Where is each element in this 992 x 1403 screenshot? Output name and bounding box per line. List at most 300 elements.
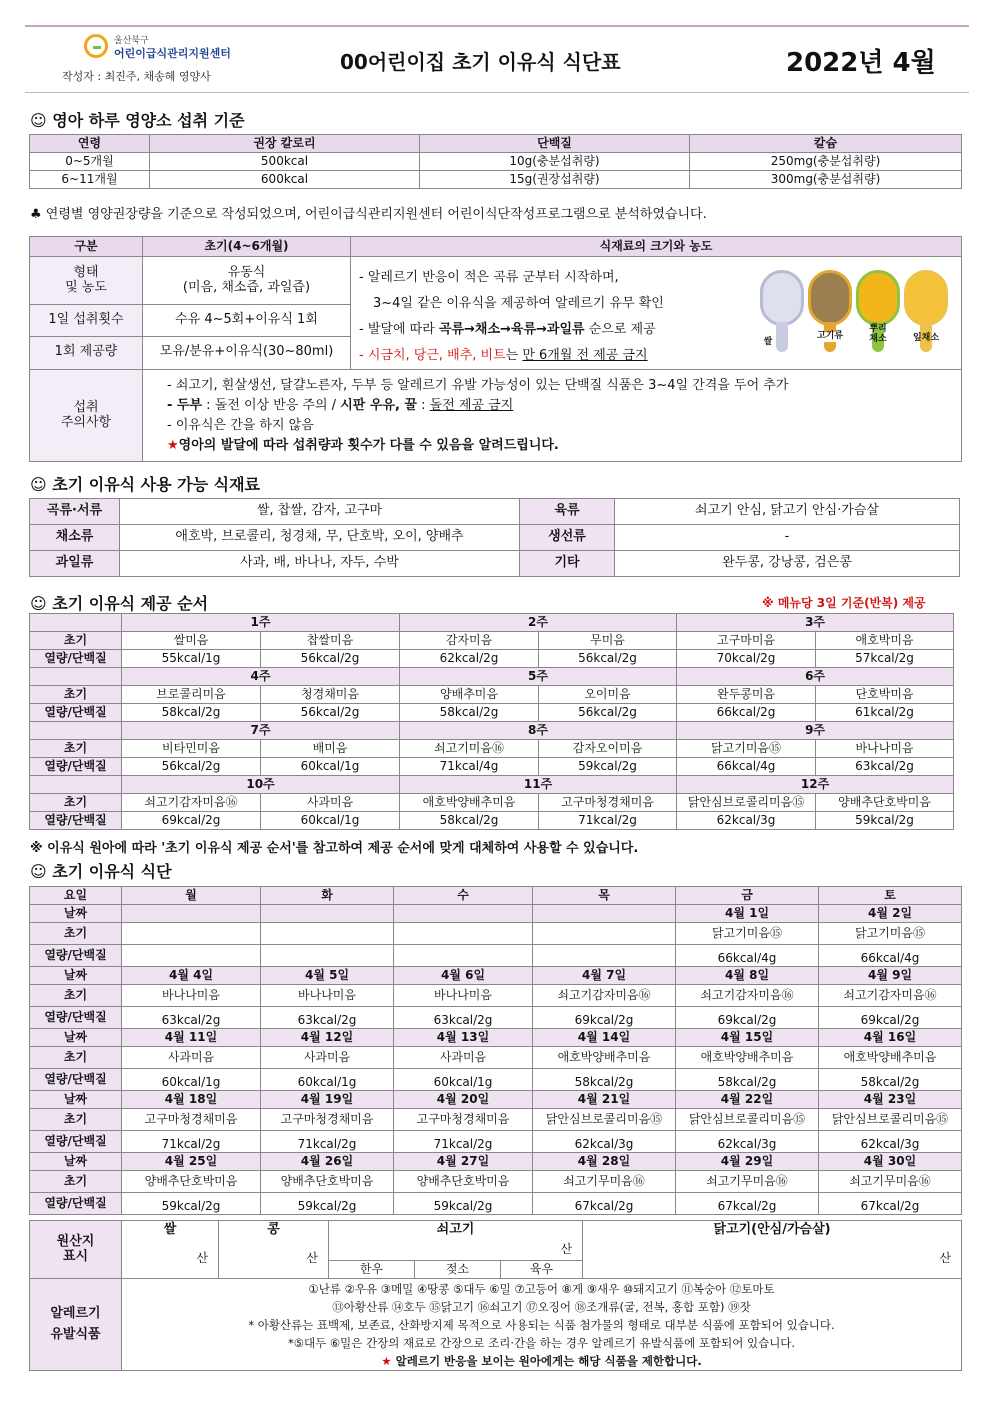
nutrition-table [29, 134, 962, 189]
date-cell: 4월 30일 [819, 1153, 962, 1171]
order-note: ※ 메뉴당 3일 기준(반복) 제공 [762, 596, 926, 610]
order-kcal-cell: 58kcal/2g [400, 704, 539, 722]
beef-type-beef-cattle: 육우 [501, 1261, 583, 1279]
food-guide-line: - 알레르기 반응이 적은 곡류 군부터 시작하며, [359, 270, 619, 285]
day-header: 수 [394, 887, 533, 905]
row-label: 날짜 [30, 905, 122, 923]
category-foods: 쌀, 찹쌀, 감자, 고구마 [120, 499, 520, 525]
section-title-available: ☺ 초기 이유식 사용 가능 식재료 [30, 475, 261, 494]
kcal-cell: 59kcal/2g [394, 1193, 533, 1215]
menu-cell: 쇠고기감자미음⑯ [819, 985, 962, 1007]
date-cell: 4월 25일 [122, 1153, 261, 1171]
header-divider [25, 92, 969, 93]
order-menu-cell: 찹쌀미음 [261, 632, 400, 650]
order-kcal-cell: 59kcal/2g [539, 758, 677, 776]
nutrition-cell: 250mg(충분섭취량) [690, 153, 962, 171]
menu-cell: 애호박양배추미음 [533, 1047, 676, 1069]
logo-subtitle: 울산북구 [114, 36, 149, 46]
allergy-label: 알레르기 유발식품 [30, 1279, 122, 1371]
food-order-text: 곡류→채소→육류→과일류 [438, 322, 585, 337]
origin-label: 원산지 표시 [30, 1221, 122, 1279]
caution-forbidden: 돌전 제공 금지 [429, 397, 514, 413]
caution-line: - 이유식은 간을 하지 않음 [167, 417, 314, 433]
menu-cell [533, 923, 676, 945]
date-cell: 4월 1일 [676, 905, 819, 923]
table-row [30, 171, 962, 189]
spoon-illustration [760, 270, 950, 360]
kcal-cell: 67kcal/2g [533, 1193, 676, 1215]
row-label: 초기 [30, 1047, 122, 1069]
table-row [30, 525, 960, 551]
order-menu-cell: 쇠고기감자미음⑯ [122, 794, 261, 812]
date-cell: 4월 21일 [533, 1091, 676, 1109]
order-kcal-cell: 56kcal/2g [261, 704, 400, 722]
date-cell: 4월 28일 [533, 1153, 676, 1171]
order-menu-cell: 고구마미음 [677, 632, 816, 650]
spoon-label: 잎채소 [912, 333, 940, 343]
page-date: 2022년 4월 [786, 48, 936, 78]
kcal-cell: 71kcal/2g [122, 1131, 261, 1153]
order-menu-cell: 애호박양배추미음 [400, 794, 539, 812]
menu-cell: 닭안심브로콜리미음⑮ [676, 1109, 819, 1131]
kcal-cell: 59kcal/2g [261, 1193, 394, 1215]
nutrition-cell: 0~5개월 [30, 153, 150, 171]
week-header: 10주 [122, 776, 400, 794]
menu-cell: 양배추단호박미음 [122, 1171, 261, 1193]
kcal-cell: 62kcal/3g [676, 1131, 819, 1153]
menu-cell: 닭고기미음⑮ [676, 923, 819, 945]
menu-cell: 고구마청경채미음 [261, 1109, 394, 1131]
nutrition-cell: 600kcal [150, 171, 420, 189]
food-guide-line: 3~4일 같은 이유식을 제공하여 알레르기 유무 확인 [373, 296, 664, 311]
date-cell: 4월 7일 [533, 967, 676, 985]
week-header: 3주 [677, 614, 954, 632]
caution-text: : 돌전 이상 반응 주의 / [202, 397, 341, 413]
row-label: 열량/단백질 [30, 945, 122, 967]
author: 작성자 : 최진주, 채송혜 영양사 [62, 70, 211, 83]
nutrition-header: 권장 칼로리 [150, 135, 420, 153]
order-menu-cell: 브로콜리미음 [122, 686, 261, 704]
week-header: 6주 [677, 668, 954, 686]
kcal-cell: 71kcal/2g [394, 1131, 533, 1153]
allergy-line: * 아황산류는 표백제, 보존료, 산화방지제 목적으로 사용되는 식품 첨가물의 형태로 대부분 식품에 포함되어 있습니다. [248, 1317, 835, 1332]
caution-tofu: - 두부 [167, 397, 203, 413]
order-menu-cell: 양배추단호박미음 [816, 794, 954, 812]
order-menu-cell: 바나나미음 [816, 740, 954, 758]
order-footnote: ※ 이유식 원아에 따라 '초기 이유식 제공 순서'를 참고하여 제공 순서에 맞게 대체하여 사용할 수 있습니다. [30, 841, 639, 856]
section-title-nutrition: ☺ 영아 하루 영양소 섭취 기준 [30, 111, 245, 130]
form-value: 유동식 (미음, 채소즙, 과일즙) [143, 257, 351, 305]
category-foods: 쇠고기 안심, 닭고기 안심·가슴살 [615, 499, 960, 525]
allergy-content [122, 1279, 962, 1371]
category-label: 채소류 [30, 525, 120, 551]
kcal-cell: 66kcal/4g [819, 945, 962, 967]
nutrition-header: 연령 [30, 135, 150, 153]
date-cell: 4월 15일 [676, 1029, 819, 1047]
week-header: 5주 [400, 668, 677, 686]
order-menu-cell: 완두콩미음 [677, 686, 816, 704]
day-header: 금 [676, 887, 819, 905]
origin-bean-label: 콩 [219, 1221, 329, 1241]
food-guide-text: 순으로 제공 [584, 322, 656, 337]
row-label: 날짜 [30, 1091, 122, 1109]
nutrition-cell: 10g(충분섭취량) [420, 153, 690, 171]
table-row [30, 923, 962, 945]
order-menu-cell: 쌀미음 [122, 632, 261, 650]
date-cell: 4월 16일 [819, 1029, 962, 1047]
spoon-label: 고기류 [808, 332, 852, 342]
row-label-kcal: 열량/단백질 [30, 812, 122, 830]
stage-header-category: 구분 [30, 237, 143, 257]
kcal-cell: 60kcal/1g [122, 1069, 261, 1091]
menu-cell: 바나나미음 [394, 985, 533, 1007]
table-row [30, 704, 954, 722]
row-label: 날짜 [30, 967, 122, 985]
caution-line [167, 396, 959, 416]
row-label: 열량/단백질 [30, 1193, 122, 1215]
table-row [30, 794, 954, 812]
row-label-menu: 초기 [30, 686, 122, 704]
caution-content [143, 370, 962, 462]
kcal-cell: 67kcal/2g [819, 1193, 962, 1215]
day-header: 화 [261, 887, 394, 905]
order-kcal-cell: 63kcal/2g [816, 758, 954, 776]
row-label-menu: 초기 [30, 794, 122, 812]
table-row [30, 812, 954, 830]
nutrition-cell: 15g(권장섭취량) [420, 171, 690, 189]
order-kcal-cell: 55kcal/1g [122, 650, 261, 668]
allergy-warning: 알레르기 반응을 보이는 원아에게는 해당 식품을 제한합니다. [391, 1353, 702, 1368]
food-guide-text: 는 [505, 348, 523, 363]
origin-chicken-san: 산 [583, 1241, 962, 1279]
category-foods: 사과, 배, 바나나, 자두, 수박 [120, 551, 520, 577]
week-corner [30, 668, 122, 686]
category-label: 생선류 [520, 525, 615, 551]
row-label-kcal: 열량/단백질 [30, 758, 122, 776]
week-corner [30, 776, 122, 794]
week-corner [30, 614, 122, 632]
nutrition-cell: 6~11개월 [30, 171, 150, 189]
date-cell [122, 905, 261, 923]
table-row [30, 1047, 962, 1069]
order-menu-cell: 사과미음 [261, 794, 400, 812]
center-logo [84, 32, 244, 66]
origin-beef-label: 쇠고기 [329, 1221, 583, 1241]
spoon-label: 뿌리 채소 [869, 324, 887, 344]
caution-text: : [416, 397, 430, 413]
kcal-cell: 60kcal/1g [261, 1069, 394, 1091]
kcal-cell: 62kcal/3g [533, 1131, 676, 1153]
order-kcal-cell: 58kcal/2g [122, 704, 261, 722]
category-label: 육류 [520, 499, 615, 525]
frequency-value: 수유 4~5회+이유식 1회 [143, 305, 351, 336]
caution-text: 영아의 발달에 따라 섭취량과 횟수가 다를 수 있음을 알려드립니다. [178, 437, 559, 453]
category-foods: - [615, 525, 960, 551]
date-cell: 4월 9일 [819, 967, 962, 985]
table-row [30, 551, 960, 577]
order-menu-cell: 닭고기미음⑮ [677, 740, 816, 758]
date-cell: 4월 22일 [676, 1091, 819, 1109]
category-foods: 완두콩, 강낭콩, 검은콩 [615, 551, 960, 577]
spoon-label: 쌀 [763, 337, 773, 347]
row-label-menu: 초기 [30, 740, 122, 758]
kcal-cell: 58kcal/2g [676, 1069, 819, 1091]
date-cell: 4월 20일 [394, 1091, 533, 1109]
row-label: 열량/단백질 [30, 1131, 122, 1153]
date-cell [261, 905, 394, 923]
menu-cell: 양배추단호박미음 [261, 1171, 394, 1193]
origin-rice-san: 산 [122, 1241, 219, 1279]
order-menu-cell: 오이미음 [539, 686, 677, 704]
beef-type-hanwoo: 한우 [329, 1261, 415, 1279]
table-row [30, 758, 954, 776]
table-row [30, 686, 954, 704]
day-header: 목 [533, 887, 676, 905]
frequency-label: 1일 섭취횟수 [30, 305, 143, 336]
kcal-cell: 69kcal/2g [819, 1007, 962, 1029]
star-icon: ★ [381, 1353, 392, 1368]
leaf-veg-spoon-icon [904, 270, 948, 358]
order-kcal-cell: 66kcal/2g [677, 704, 816, 722]
table-row [30, 905, 962, 923]
menu-cell: 고구마청경채미음 [122, 1109, 261, 1131]
category-label: 곡류·서류 [30, 499, 120, 525]
row-label-kcal: 열량/단백질 [30, 650, 122, 668]
day-header-label: 요일 [30, 887, 122, 905]
table-row [30, 1007, 962, 1029]
order-kcal-cell: 62kcal/3g [677, 812, 816, 830]
order-kcal-cell: 56kcal/2g [122, 758, 261, 776]
menu-cell [122, 923, 261, 945]
forbidden-foods-text: - 시금치, 당근, 배추, 비트 [359, 348, 506, 363]
order-kcal-cell: 59kcal/2g [816, 812, 954, 830]
order-kcal-cell: 69kcal/2g [122, 812, 261, 830]
menu-cell: 애호박양배추미음 [819, 1047, 962, 1069]
order-table [29, 613, 954, 830]
table-row [30, 632, 954, 650]
meat-spoon-icon [808, 270, 852, 358]
date-cell: 4월 12일 [261, 1029, 394, 1047]
nutrition-header: 칼슘 [690, 135, 962, 153]
order-kcal-cell: 71kcal/2g [539, 812, 677, 830]
row-label: 초기 [30, 1171, 122, 1193]
amount-value: 모유/분유+이유식(30~80ml) [143, 336, 351, 370]
date-cell: 4월 2일 [819, 905, 962, 923]
date-cell: 4월 29일 [676, 1153, 819, 1171]
table-row [30, 945, 962, 967]
allergy-line: *⑤대두 ⑥밀은 간장의 재료로 간장으로 조리·간을 하는 경우 알레르기 유발식품에 포함되어 있습니다. [287, 1335, 796, 1350]
date-cell: 4월 5일 [261, 967, 394, 985]
menu-cell: 닭안심브로콜리미음⑮ [533, 1109, 676, 1131]
nutrition-note: ♣ 연령별 영양권장량을 기준으로 작성되었으며, 어린이급식관리지원센터 어린이식단작성프로그램으로 분석하였습니다. [30, 207, 707, 222]
table-row [30, 1153, 962, 1171]
section-title-menu: ☺ 초기 이유식 식단 [30, 862, 172, 881]
day-header: 월 [122, 887, 261, 905]
order-menu-cell: 애호박미음 [816, 632, 954, 650]
caution-line [167, 436, 959, 456]
origin-rice-label: 쌀 [122, 1221, 219, 1241]
form-label: 형태 및 농도 [30, 257, 143, 305]
table-row [30, 740, 954, 758]
section-title-order: ☺ 초기 이유식 제공 순서 [30, 594, 209, 613]
kcal-cell: 66kcal/4g [676, 945, 819, 967]
amount-label: 1회 제공량 [30, 336, 143, 370]
row-label-menu: 초기 [30, 632, 122, 650]
week-header: 11주 [400, 776, 677, 794]
food-guide-text: - 발달에 따라 [359, 322, 439, 337]
order-menu-cell: 무미음 [539, 632, 677, 650]
stage-header-stage: 초기(4~6개월) [143, 237, 351, 257]
menu-cell: 쇠고기무미음⑯ [533, 1171, 676, 1193]
origin-beef-san: 산 [329, 1241, 583, 1261]
date-cell: 4월 8일 [676, 967, 819, 985]
table-row [30, 153, 962, 171]
order-menu-cell: 감자미음 [400, 632, 539, 650]
category-label: 기타 [520, 551, 615, 577]
order-kcal-cell: 56kcal/2g [261, 650, 400, 668]
row-label: 열량/단백질 [30, 1069, 122, 1091]
order-menu-cell: 배미음 [261, 740, 400, 758]
caution-milk-honey: 시판 우유, 꿀 [340, 397, 417, 413]
week-header: 7주 [122, 722, 400, 740]
logo-title: 어린이급식관리지원센터 [114, 47, 231, 60]
kcal-cell: 60kcal/1g [394, 1069, 533, 1091]
table-row [30, 1171, 962, 1193]
beef-type-dairy: 젖소 [415, 1261, 501, 1279]
kcal-cell: 58kcal/2g [819, 1069, 962, 1091]
menu-cell: 쇠고기무미음⑯ [819, 1171, 962, 1193]
table-row [30, 967, 962, 985]
row-label-kcal: 열량/단백질 [30, 704, 122, 722]
menu-cell: 바나나미음 [261, 985, 394, 1007]
table-row [30, 499, 960, 525]
category-label: 과일류 [30, 551, 120, 577]
kcal-cell: 59kcal/2g [122, 1193, 261, 1215]
star-icon: ★ [167, 437, 179, 453]
week-header: 1주 [122, 614, 400, 632]
row-label: 초기 [30, 985, 122, 1007]
row-label: 열량/단백질 [30, 1007, 122, 1029]
menu-cell: 고구마청경채미음 [394, 1109, 533, 1131]
date-cell: 4월 14일 [533, 1029, 676, 1047]
origin-bean-san: 산 [219, 1241, 329, 1279]
kcal-cell: 67kcal/2g [676, 1193, 819, 1215]
menu-cell: 양배추단호박미음 [394, 1171, 533, 1193]
menu-cell: 사과미음 [261, 1047, 394, 1069]
week-header: 12주 [677, 776, 954, 794]
order-menu-cell: 청경채미음 [261, 686, 400, 704]
logo-smile-icon [84, 34, 108, 58]
table-row [30, 1193, 962, 1215]
table-row [30, 985, 962, 1007]
order-kcal-cell: 56kcal/2g [539, 704, 677, 722]
menu-cell: 사과미음 [394, 1047, 533, 1069]
menu-table [29, 886, 962, 1215]
available-table [29, 498, 960, 577]
caution-line: - 쇠고기, 흰살생선, 달걀노른자, 두부 등 알레르기 유발 가능성이 있는 단백질 식품은 3~4일 간격을 두어 추가 [167, 377, 789, 393]
kcal-cell: 62kcal/3g [819, 1131, 962, 1153]
category-foods: 애호박, 브로콜리, 청경채, 무, 단호박, 오이, 양배추 [120, 525, 520, 551]
table-row [30, 1029, 962, 1047]
table-row [30, 1131, 962, 1153]
order-kcal-cell: 57kcal/2g [816, 650, 954, 668]
table-row [30, 1069, 962, 1091]
menu-cell: 사과미음 [122, 1047, 261, 1069]
kcal-cell [122, 945, 261, 967]
order-menu-cell: 고구마청경채미음 [539, 794, 677, 812]
menu-cell [394, 923, 533, 945]
menu-cell: 애호박양배추미음 [676, 1047, 819, 1069]
kcal-cell: 63kcal/2g [261, 1007, 394, 1029]
order-kcal-cell: 60kcal/1g [261, 758, 400, 776]
kcal-cell: 58kcal/2g [533, 1069, 676, 1091]
date-cell: 4월 18일 [122, 1091, 261, 1109]
row-label: 초기 [30, 923, 122, 945]
order-menu-cell: 쇠고기미음⑯ [400, 740, 539, 758]
week-header: 9주 [677, 722, 954, 740]
order-kcal-cell: 70kcal/2g [677, 650, 816, 668]
week-header: 8주 [400, 722, 677, 740]
week-corner [30, 722, 122, 740]
row-label: 초기 [30, 1109, 122, 1131]
kcal-cell [394, 945, 533, 967]
kcal-cell [533, 945, 676, 967]
stage-header-food: 식재료의 크기와 농도 [351, 237, 962, 257]
order-menu-cell: 단호박미음 [816, 686, 954, 704]
order-menu-cell: 비타민미음 [122, 740, 261, 758]
order-kcal-cell: 60kcal/1g [261, 812, 400, 830]
menu-cell: 닭안심브로콜리미음⑮ [819, 1109, 962, 1131]
kcal-cell: 69kcal/2g [533, 1007, 676, 1029]
root-veg-spoon-icon [856, 270, 900, 358]
date-cell [394, 905, 533, 923]
allergy-line: ⑬아황산류 ⑭호두 ⑮닭고기 ⑯쇠고기 ⑰오징어 ⑱조개류(굴, 전복, 홍합 포함) ⑲잣 [332, 1299, 751, 1314]
date-cell: 4월 6일 [394, 967, 533, 985]
forbidden-period-text: 만 6개월 전 제공 금지 [522, 348, 648, 363]
caution-label: 섭취 주의사항 [30, 370, 143, 462]
day-header: 토 [819, 887, 962, 905]
nutrition-header: 단백질 [420, 135, 690, 153]
date-cell: 4월 23일 [819, 1091, 962, 1109]
menu-cell: 바나나미음 [122, 985, 261, 1007]
menu-cell: 쇠고기감자미음⑯ [676, 985, 819, 1007]
kcal-cell [261, 945, 394, 967]
top-border [25, 25, 969, 27]
row-label: 날짜 [30, 1153, 122, 1171]
date-cell: 4월 26일 [261, 1153, 394, 1171]
date-cell: 4월 11일 [122, 1029, 261, 1047]
origin-chicken-label: 닭고기(안심/가슴살) [583, 1221, 962, 1241]
date-cell: 4월 13일 [394, 1029, 533, 1047]
nutrition-cell: 500kcal [150, 153, 420, 171]
order-kcal-cell: 58kcal/2g [400, 812, 539, 830]
origin-table [29, 1220, 962, 1371]
order-menu-cell: 양배추미음 [400, 686, 539, 704]
allergy-line [124, 1352, 959, 1370]
date-cell: 4월 19일 [261, 1091, 394, 1109]
nutrition-cell: 300mg(충분섭취량) [690, 171, 962, 189]
order-kcal-cell: 56kcal/2g [539, 650, 677, 668]
table-row [30, 650, 954, 668]
date-cell: 4월 27일 [394, 1153, 533, 1171]
order-menu-cell: 닭안심브로콜리미음⑮ [677, 794, 816, 812]
menu-cell: 쇠고기감자미음⑯ [533, 985, 676, 1007]
row-label: 날짜 [30, 1029, 122, 1047]
order-kcal-cell: 62kcal/2g [400, 650, 539, 668]
order-kcal-cell: 71kcal/4g [400, 758, 539, 776]
week-header: 2주 [400, 614, 677, 632]
order-kcal-cell: 66kcal/4g [677, 758, 816, 776]
